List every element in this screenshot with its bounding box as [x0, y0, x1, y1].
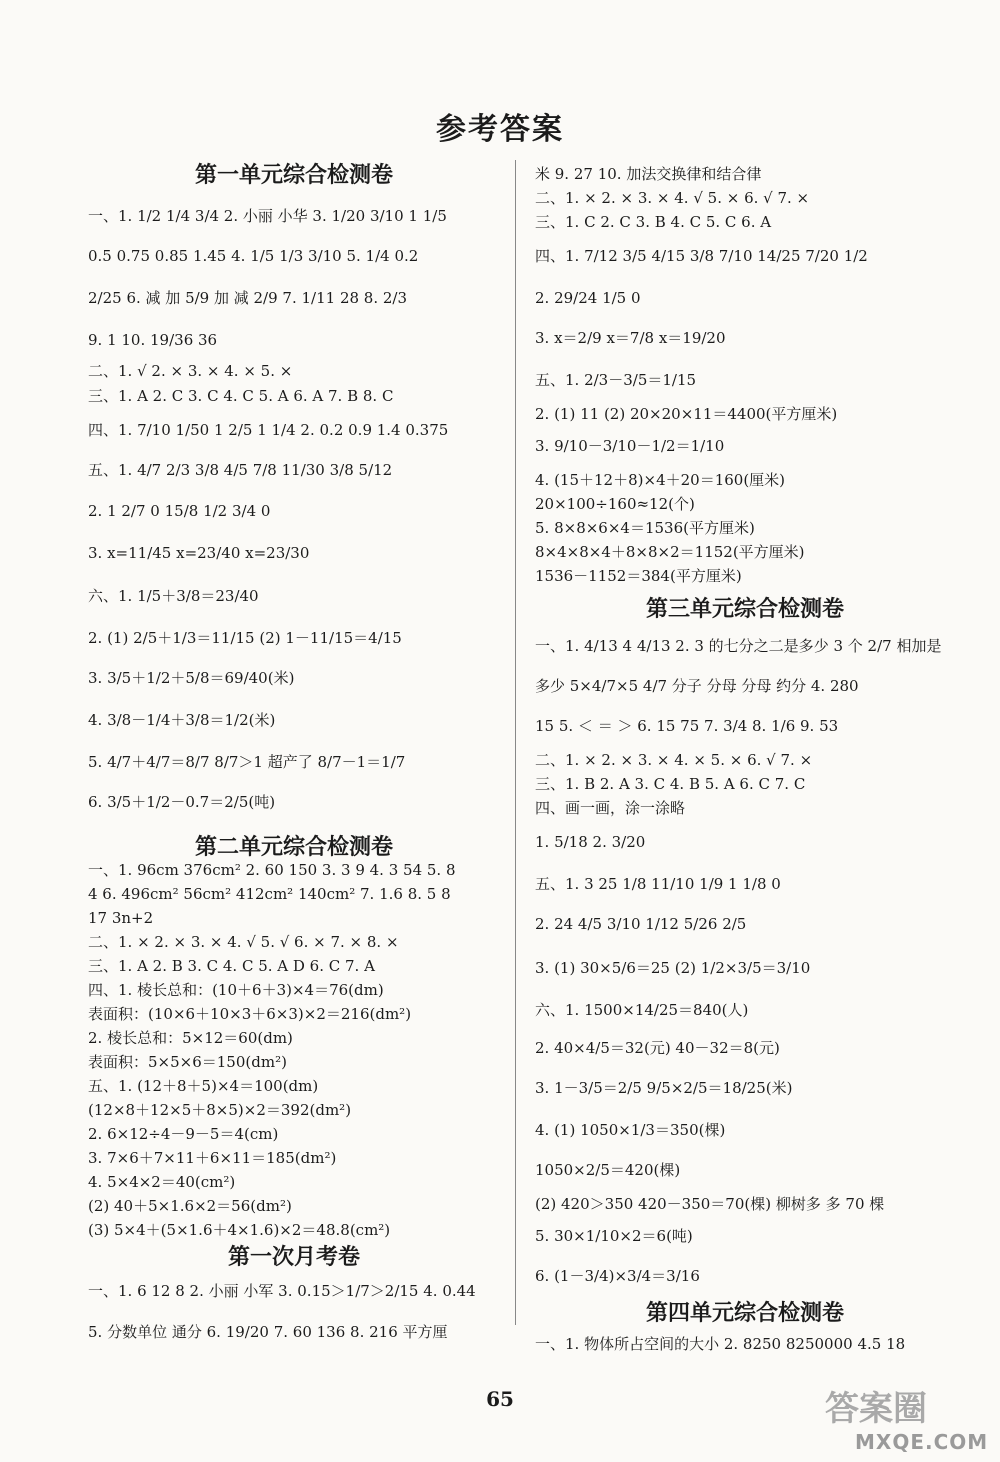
answer-line: 6. 3/5＋1/2－0.7＝2/5(吨) — [88, 793, 276, 811]
answer-line: 表面积：(10×6＋10×3＋6×3)×2＝216(dm²) — [88, 1005, 412, 1023]
answer-line: 20×100÷160≈12(个) — [535, 495, 695, 513]
answer-line: 四、1. 7/12 3/5 4/15 3/8 7/10 14/25 7/20 1/2 — [535, 247, 868, 265]
answer-line: (12×8＋12×5＋8×5)×2＝392(dm²) — [88, 1101, 352, 1119]
watermark-url: MXQE.COM — [855, 1430, 989, 1454]
answer-line: 3. 1－3/5＝2/5 9/5×2/5＝18/25(米) — [535, 1079, 793, 1097]
answer-line: 2. 40×4/5＝32(元) 40－32＝8(元) — [535, 1039, 780, 1057]
answer-line: 2/25 6. 减 加 5/9 加 减 2/9 7. 1/11 28 8. 2/3 — [88, 289, 408, 307]
answer-line: 5. 分数单位 通分 6. 19/20 7. 60 136 8. 216 平方厘 — [88, 1323, 448, 1341]
answer-line: (3) 5×4＋(5×1.6＋4×1.6)×2＝48.8(cm²) — [88, 1221, 391, 1239]
answer-line: 9. 1 10. 19/36 36 — [88, 331, 218, 349]
answer-line: 17 3n+2 — [88, 909, 154, 927]
answer-line: 6. (1－3/4)×3/4＝3/16 — [535, 1267, 700, 1285]
section-heading: 第四单元综合检测卷 — [645, 1301, 844, 1326]
answer-line: 4. 3/8－1/4＋3/8＝1/2(米) — [88, 711, 276, 729]
answer-line: 三、1. C 2. C 3. B 4. C 5. C 6. A — [535, 213, 772, 231]
column-divider — [515, 160, 516, 1325]
answer-line: 四、画一画，涂一涂略 — [535, 799, 686, 817]
section-heading: 第三单元综合检测卷 — [645, 597, 844, 622]
answer-line: 五、1. 3 25 1/8 11/10 1/9 1 1/8 0 — [535, 875, 781, 893]
page-number: 65 — [486, 1387, 514, 1411]
answer-line: 二、1. × 2. × 3. × 4. × 5. × 6. √ 7. × — [535, 751, 813, 769]
answer-line: 四、1. 7/10 1/50 1 2/5 1 1/4 2. 0.2 0.9 1.4 0.375 — [88, 421, 449, 439]
answer-line: 五、1. (12＋8＋5)×4＝100(dm) — [88, 1077, 319, 1095]
answer-line: 二、1. √ 2. × 3. × 4. × 5. × — [88, 362, 293, 380]
answer-line: 多少 5×4/7×5 4/7 分子 分母 分母 约分 4. 280 — [535, 677, 859, 695]
answer-line: 2. 棱长总和：5×12＝60(dm) — [88, 1029, 293, 1047]
answer-line: 2. 29/24 1/5 0 — [535, 289, 641, 307]
answer-line: 2. 24 4/5 3/10 1/12 5/26 2/5 — [535, 915, 747, 933]
answer-line: 四、1. 棱长总和：(10＋6＋3)×4＝76(dm) — [88, 981, 384, 999]
answer-line: 一、1. 6 12 8 2. 小丽 小军 3. 0.15＞1/7＞2/15 4. 0.44 — [88, 1282, 476, 1300]
answer-line: 3. x＝2/9 x＝7/8 x＝19/20 — [535, 329, 726, 347]
answer-line: 一、1. 1/2 1/4 3/4 2. 小丽 小华 3. 1/20 3/10 1 1/5 — [88, 207, 447, 225]
answer-line: (2) 420＞350 420－350＝70(棵) 柳树多 多 70 棵 — [535, 1195, 885, 1213]
answer-line: 5. 8×8×6×4＝1536(平方厘米) — [535, 519, 755, 537]
answer-line: 1050×2/5＝420(棵) — [535, 1161, 681, 1179]
answer-line: 4 6. 496cm² 56cm² 412cm² 140cm² 7. 1.6 8. 5 8 — [88, 885, 451, 903]
answer-line: 2. (1) 2/5＋1/3＝11/15 (2) 1－11/15＝4/15 — [88, 629, 402, 647]
answer-line: 5. 30×1/10×2＝6(吨) — [535, 1227, 693, 1245]
answer-line: 1. 5/18 2. 3/20 — [535, 833, 646, 851]
answer-line: 米 9. 27 10. 加法交换律和结合律 — [535, 165, 762, 183]
answer-line: 2. (1) 11 (2) 20×20×11＝4400(平方厘米) — [535, 405, 838, 423]
answer-line: 一、1. 96cm 376cm² 2. 60 150 3. 3 9 4. 3 54 5. 8 — [88, 861, 456, 879]
answer-line: 一、1. 4/13 4 4/13 2. 3 的七分之二是多少 3 个 2/7 相加是 — [535, 637, 942, 655]
answer-line: 3. 7×6＋7×11＋6×11＝185(dm²) — [88, 1149, 337, 1167]
answer-line: 3. 3/5＋1/2＋5/8＝69/40(米) — [88, 669, 295, 687]
answer-line: 15 5. ＜ ＝ ＞ 6. 15 75 7. 3/4 8. 1/6 9. 53 — [535, 717, 839, 735]
answer-line: 0.5 0.75 0.85 1.45 4. 1/5 1/3 3/10 5. 1/4 0.2 — [88, 247, 419, 265]
answer-line: 3. 9/10－3/10－1/2＝1/10 — [535, 437, 725, 455]
section-heading: 第二单元综合检测卷 — [194, 835, 393, 860]
section-heading: 第一单元综合检测卷 — [194, 163, 393, 188]
answer-line: 2. 1 2/7 0 15/8 1/2 3/4 0 — [88, 502, 271, 520]
answer-line: 二、1. × 2. × 3. × 4. √ 5. √ 6. × 7. × 8. × — [88, 933, 399, 951]
answer-line: 4. (15＋12＋8)×4＋20＝160(厘米) — [535, 471, 786, 489]
answer-line: 二、1. × 2. × 3. × 4. √ 5. × 6. √ 7. × — [535, 189, 810, 207]
answer-line: 3. (1) 30×5/6＝25 (2) 1/2×3/5＝3/10 — [535, 959, 811, 977]
page-title: 参考答案 — [436, 112, 564, 147]
answer-line: 2. 6×12÷4－9－5＝4(cm) — [88, 1125, 279, 1143]
answer-line: 4. 5×4×2＝40(cm²) — [88, 1173, 236, 1191]
answer-line: 五、1. 4/7 2/3 3/8 4/5 7/8 11/30 3/8 5/12 — [88, 461, 393, 479]
answer-line: 三、1. A 2. C 3. C 4. C 5. A 6. A 7. B 8. C — [88, 387, 394, 405]
answer-line: 一、1. 物体所占空间的大小 2. 8250 8250000 4.5 18 — [535, 1335, 906, 1353]
answer-line: 4. (1) 1050×1/3＝350(棵) — [535, 1121, 726, 1139]
section-heading: 第一次月考卷 — [227, 1245, 360, 1270]
answer-line: 三、1. A 2. B 3. C 4. C 5. A D 6. C 7. A — [88, 957, 375, 975]
answer-line: 8×4×8×4＋8×8×2＝1152(平方厘米) — [535, 543, 805, 561]
answer-line: 六、1. 1/5＋3/8＝23/40 — [88, 587, 259, 605]
answer-line: 六、1. 1500×14/25＝840(人) — [535, 1001, 749, 1019]
watermark-logo: 答案圈 — [825, 1389, 927, 1429]
answer-line: 五、1. 2/3－3/5＝1/15 — [535, 371, 697, 389]
answer-line: 3. x=11/45 x=23/40 x=23/30 — [88, 544, 310, 562]
answer-line: 5. 4/7＋4/7＝8/7 8/7＞1 超产了 8/7－1＝1/7 — [88, 753, 406, 771]
answer-line: 1536－1152＝384(平方厘米) — [535, 567, 742, 585]
answer-line: (2) 40＋5×1.6×2＝56(dm²) — [88, 1197, 292, 1215]
answer-line: 表面积：5×5×6＝150(dm²) — [88, 1053, 287, 1071]
answer-line: 三、1. B 2. A 3. C 4. B 5. A 6. C 7. C — [535, 775, 806, 793]
